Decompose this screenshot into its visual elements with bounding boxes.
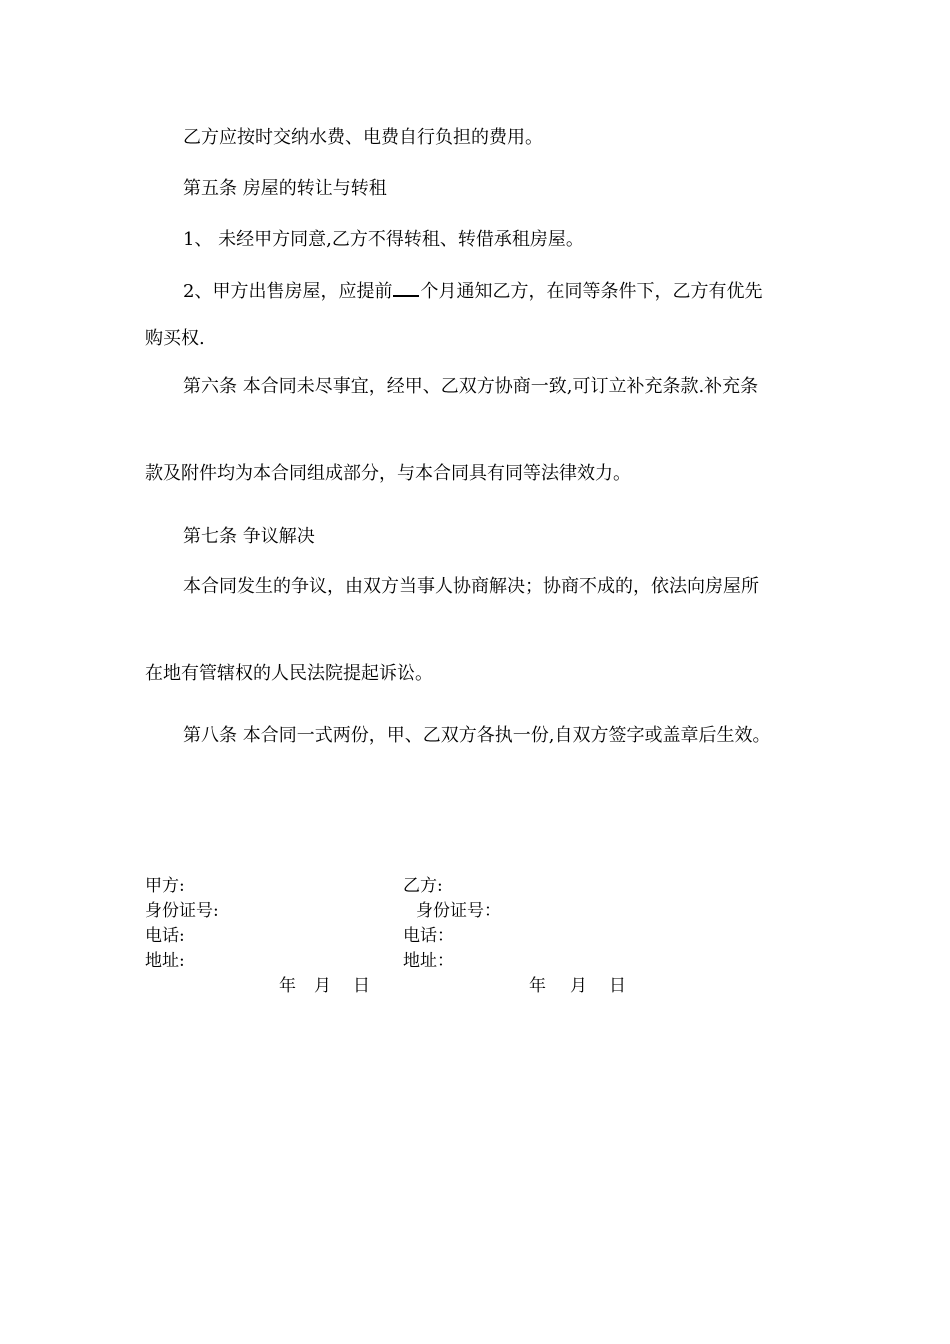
date-month: 月 [570, 976, 587, 996]
article-5-item-1: 1、 未经甲方同意,乙方不得转租、转借承租房屋。 [183, 229, 584, 250]
date-year: 年 [279, 976, 296, 996]
article-5-item-2-before: 2、甲方出售房屋，应提前 [183, 281, 393, 302]
party-a-label: 甲方: [145, 876, 185, 896]
article-8: 第八条 本合同一式两份，甲、乙双方各执一份,自双方签字或盖章后生效。 [183, 725, 771, 746]
date-month: 月 [314, 976, 331, 996]
party-b-address-label: 地址： [403, 951, 454, 971]
party-b-phone-label: 电话： [403, 926, 454, 946]
party-a-date [279, 976, 370, 996]
article-5-item-2-after: 个月通知乙方，在同等条件下，乙方有优先 [420, 281, 763, 302]
party-a-phone-label: 电话: [145, 926, 185, 946]
article-5-title: 第五条 房屋的转让与转租 [183, 178, 387, 199]
party-a-address-label: 地址: [145, 951, 185, 971]
party-b-date [529, 976, 626, 996]
article-7-line-1: 本合同发生的争议，由双方当事人协商解决；协商不成的，依法向房屋所 [183, 576, 759, 597]
article-6-line-1: 第六条 本合同未尽事宜，经甲、乙双方协商一致,可订立补充条款.补充条 [183, 376, 759, 397]
paragraph-water-electricity: 乙方应按时交纳水费、电费自行负担的费用。 [183, 127, 543, 148]
article-7-title: 第七条 争议解决 [183, 526, 315, 547]
article-7-line-2: 在地有管辖权的人民法院提起诉讼。 [145, 663, 433, 684]
date-year: 年 [529, 976, 546, 996]
article-6-line-2: 款及附件均为本合同组成部分，与本合同具有同等法律效力。 [145, 463, 631, 484]
article-5-item-2 [183, 279, 762, 303]
article-5-item-2-continuation: 购买权. [145, 328, 205, 349]
blank-months-field [393, 279, 419, 297]
date-day: 日 [609, 976, 626, 996]
date-day: 日 [353, 976, 370, 996]
party-a-id-label: 身份证号: [145, 901, 219, 921]
party-b-id-label: 身份证号： [416, 901, 501, 921]
party-b-label: 乙方: [403, 876, 443, 896]
